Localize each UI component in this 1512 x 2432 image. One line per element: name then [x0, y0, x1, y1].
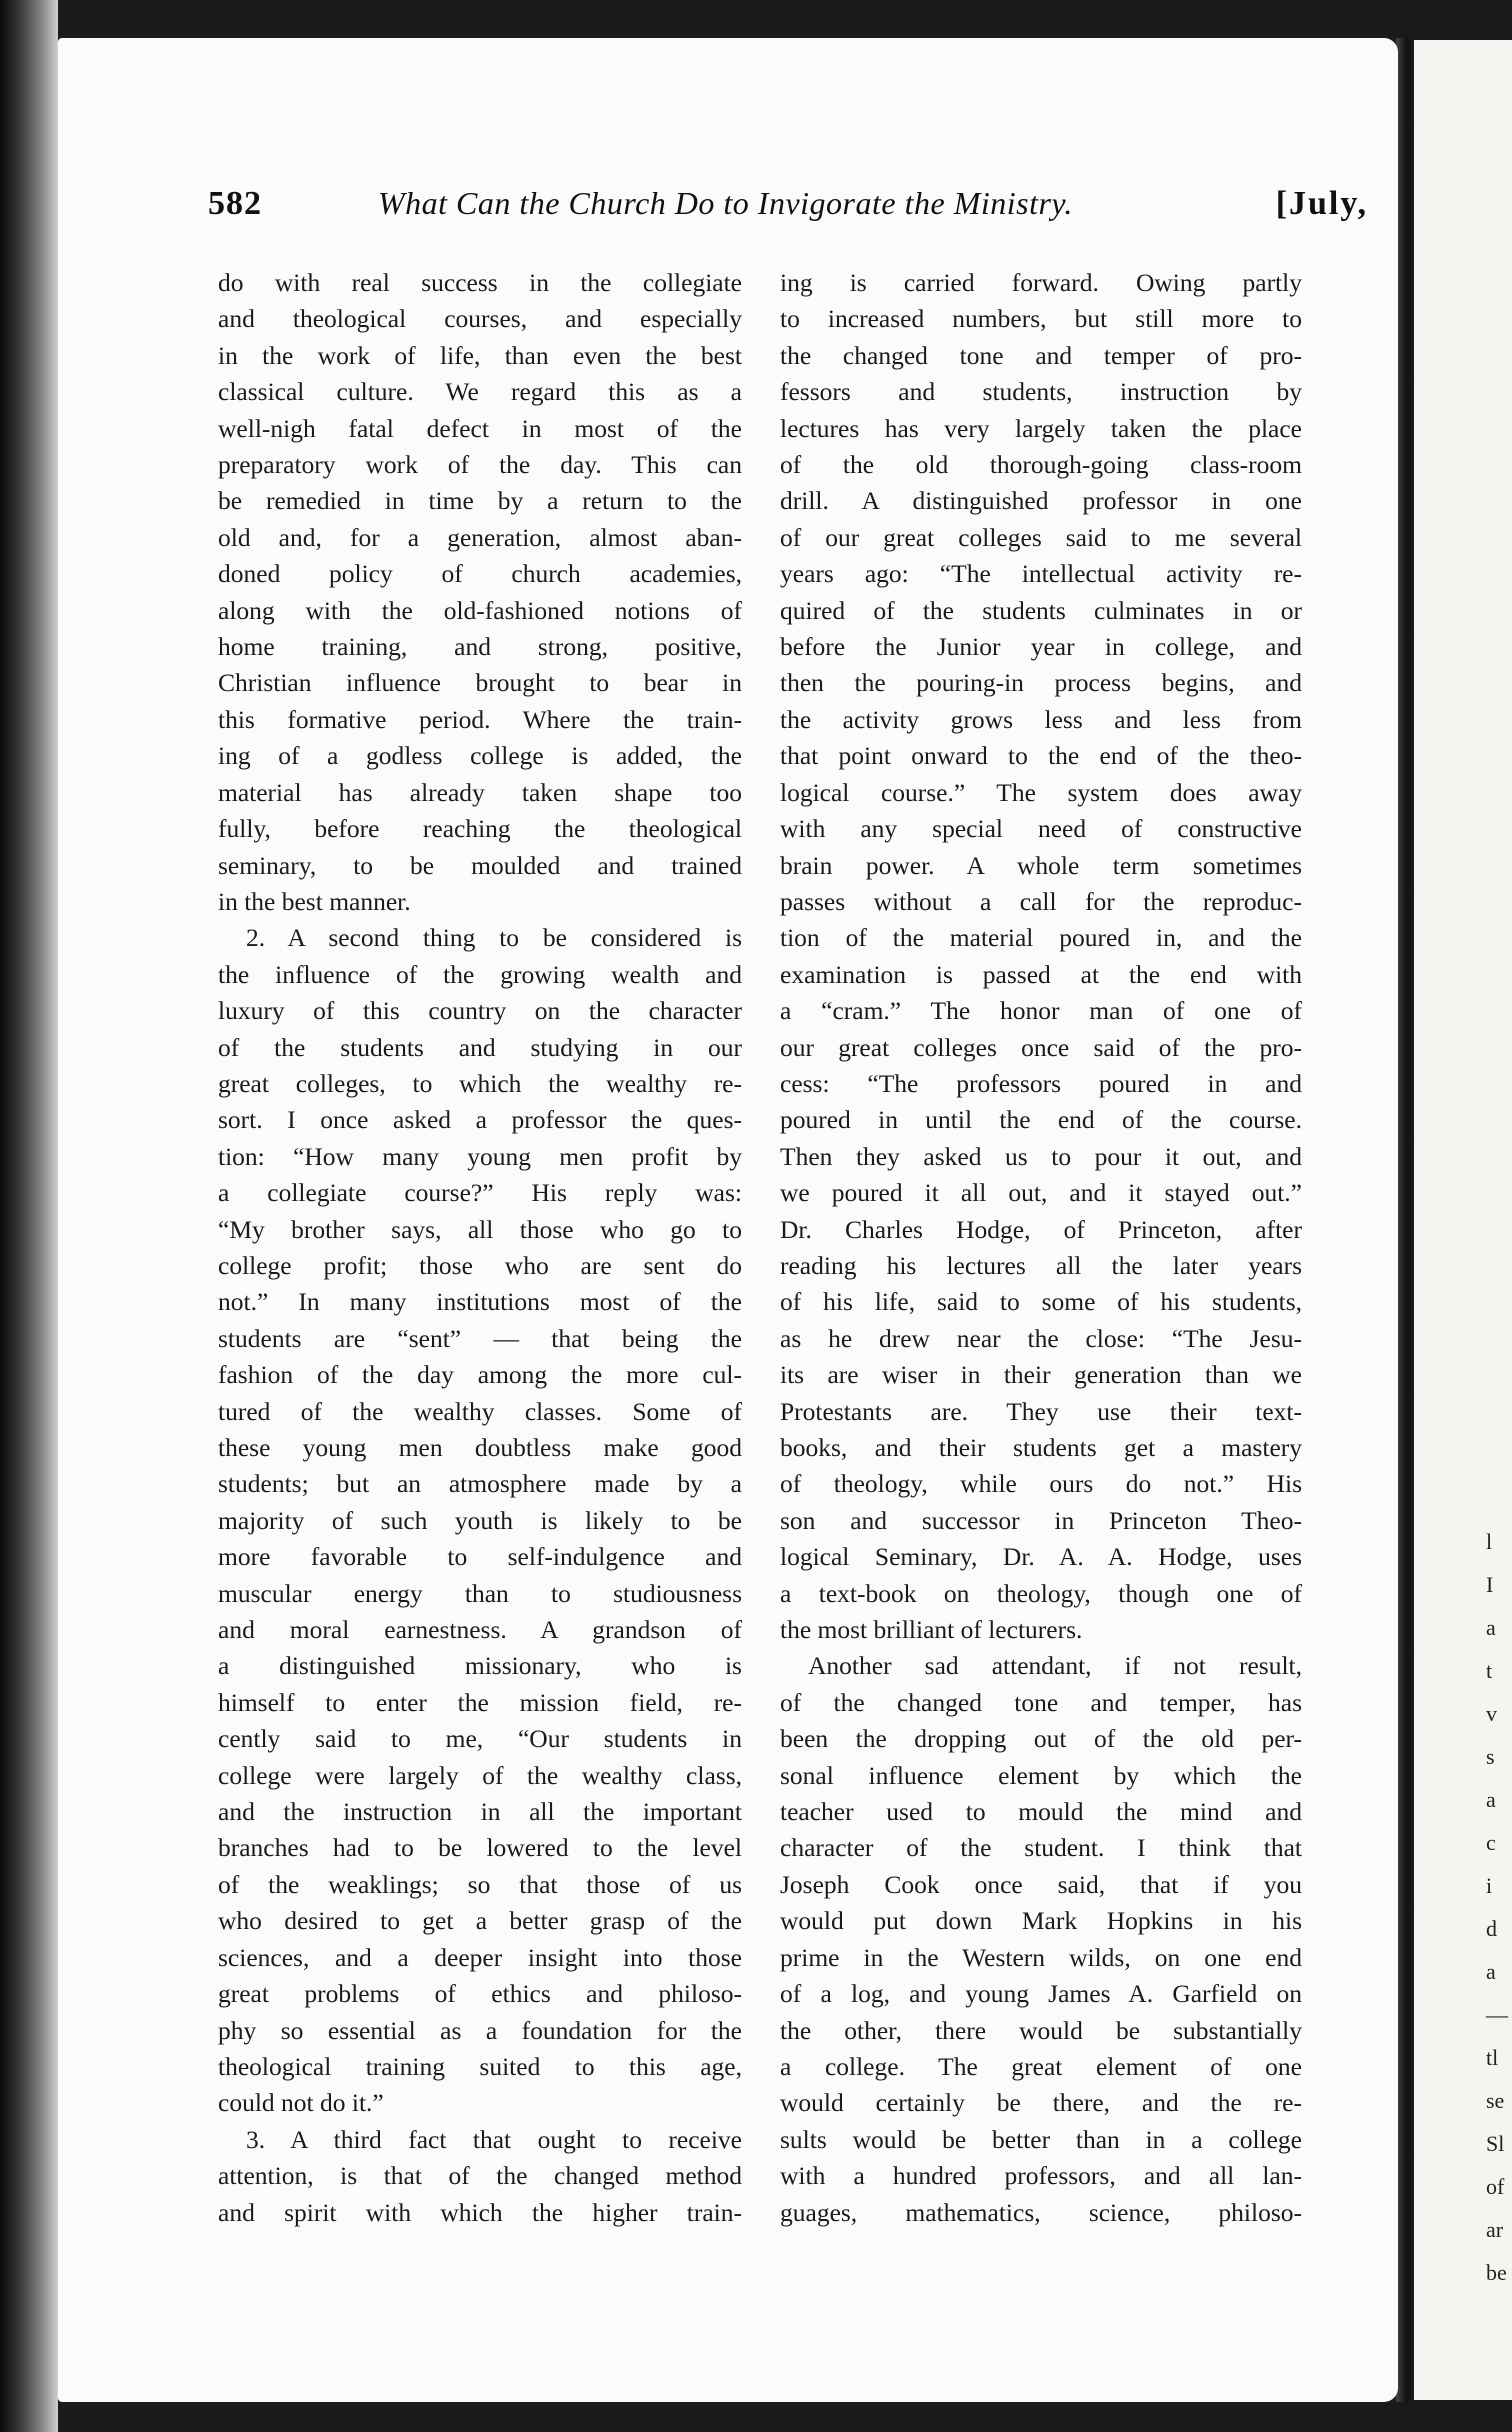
text-line: “My brother says, all those who go to — [218, 1214, 742, 1244]
text-line: sonal influence element by which the — [780, 1760, 1302, 1790]
text-line: would put down Mark Hopkins in his — [780, 1906, 1302, 1936]
text-line: before the Junior year in college, and — [780, 632, 1302, 662]
text-line: of the students and studying in our — [218, 1032, 742, 1062]
text-line: do with real success in the collegiate — [218, 268, 742, 297]
adjacent-page-fragment: t — [1486, 1658, 1493, 1683]
text-line: brain power. A whole term sometimes — [780, 850, 1302, 880]
text-line: more favorable to self-indulgence and — [218, 1542, 742, 1572]
text-line: the changed tone and temper of pro- — [780, 340, 1302, 370]
text-line: of the changed tone and temper, has — [780, 1687, 1302, 1717]
text-line: and theological courses, and especially — [218, 304, 742, 334]
text-line: this formative period. Where the train- — [218, 704, 742, 734]
text-line: quired of the students culminates in or — [780, 595, 1302, 625]
paragraph — [780, 1648, 1302, 2231]
text-line: our great colleges once said of the pro- — [780, 1032, 1302, 1062]
adjacent-page-fragment: Sl — [1486, 2131, 1505, 2156]
text-line: then the pouring-in process begins, and — [780, 668, 1302, 698]
text-line: in the best manner. — [218, 886, 411, 916]
adjacent-page-fragment: a — [1486, 1959, 1496, 1984]
text-line: of our great colleges said to me several — [780, 522, 1302, 552]
left-column — [218, 265, 742, 2231]
text-line: of his life, said to some of his students, — [780, 1287, 1302, 1317]
text-line: students; but an atmosphere made by a — [218, 1469, 742, 1499]
text-line: doned policy of church academies, — [218, 559, 742, 589]
text-line: old and, for a generation, almost aban- — [218, 522, 742, 552]
adjacent-page-fragment: — — [1486, 2002, 1508, 2027]
text-line: Christian influence brought to bear in — [218, 668, 742, 698]
text-line: with a hundred professors, and all lan- — [780, 2161, 1302, 2191]
paragraph — [780, 265, 1302, 1648]
adjacent-page-fragment: l — [1486, 1529, 1493, 1554]
text-line: himself to enter the mission field, re- — [218, 1687, 742, 1717]
adjacent-page-fragment: ar — [1486, 2217, 1504, 2242]
text-line: a text-book on theology, though one of — [780, 1578, 1302, 1608]
text-line: great colleges, to which the wealthy re- — [218, 1068, 742, 1098]
paragraph — [218, 265, 742, 920]
text-line: great problems of ethics and philoso- — [218, 1979, 742, 2009]
text-line: fessors and students, instruction by — [780, 377, 1302, 407]
text-line: with any special need of constructive — [780, 814, 1302, 844]
text-line: could not do it.” — [218, 2088, 384, 2118]
text-line: logical course.” The system does away — [780, 777, 1302, 807]
text-line: as he drew near the close: “The Jesu- — [780, 1323, 1302, 1353]
text-line: character of the student. I think that — [780, 1833, 1302, 1863]
text-line: of a log, and young James A. Garfield on — [780, 1979, 1302, 2009]
text-line: and spirit with which the higher train- — [218, 2197, 742, 2227]
running-header — [208, 185, 1368, 235]
text-line: the other, there would be substantially — [780, 2015, 1302, 2045]
adjacent-page-fragment: I — [1486, 1572, 1494, 1597]
text-line: tion of the material poured in, and the — [780, 923, 1302, 953]
text-line: we poured it all out, and it stayed out.” — [780, 1178, 1302, 1208]
text-line: logical Seminary, Dr. A. A. Hodge, uses — [780, 1542, 1302, 1572]
text-line: not.” In many institutions most of the — [218, 1287, 742, 1317]
text-line: preparatory work of the day. This can — [218, 450, 742, 480]
text-line: attention, is that of the changed method — [218, 2161, 742, 2191]
page-number: 582 — [208, 185, 262, 222]
text-line: drill. A distinguished professor in one — [780, 486, 1302, 516]
text-line: son and successor in Princeton Theo- — [780, 1505, 1302, 1535]
text-line: Joseph Cook once said, that if you — [780, 1869, 1302, 1899]
text-line: the most brilliant of lecturers. — [780, 1615, 1083, 1645]
text-line: and the instruction in all the important — [218, 1797, 742, 1827]
text-line: the influence of the growing wealth and — [218, 959, 742, 989]
text-line: phy so essential as a foundation for the — [218, 2015, 742, 2045]
text-line: these young men doubtless make good — [218, 1433, 742, 1462]
adjacent-page-fragment: s — [1486, 1744, 1495, 1769]
text-line: been the dropping out of the old per- — [780, 1724, 1302, 1754]
text-line: guages, mathematics, science, philoso- — [780, 2197, 1302, 2227]
text-line: years ago: “The intellectual activity re- — [780, 559, 1302, 589]
text-line: classical culture. We regard this as a — [218, 377, 742, 407]
text-line: be remedied in time by a return to the — [218, 486, 742, 516]
adjacent-page-fragment: a — [1486, 1615, 1496, 1640]
text-line: of theology, while ours do not.” His — [780, 1469, 1302, 1499]
text-line: examination is passed at the end with — [780, 959, 1302, 989]
text-line: home training, and strong, positive, — [218, 632, 742, 662]
text-line: college profit; those who are sent do — [218, 1250, 742, 1280]
book-binding — [0, 0, 58, 2432]
text-line: Dr. Charles Hodge, of Princeton, after — [780, 1214, 1302, 1244]
adjacent-page-fragment: v — [1486, 1701, 1497, 1726]
text-line: fashion of the day among the more cul- — [218, 1360, 742, 1390]
text-line: cess: “The professors poured in and — [780, 1068, 1302, 1098]
text-line: the activity grows less and less from — [780, 704, 1302, 734]
text-line: along with the old-fashioned notions of — [218, 595, 742, 625]
text-line: cently said to me, “Our students in — [218, 1724, 742, 1754]
text-line: of the old thorough-going class-room — [780, 450, 1302, 480]
text-line: of the weaklings; so that those of us — [218, 1869, 742, 1899]
adjacent-page-fragment: be — [1486, 2260, 1507, 2285]
text-line: material has already taken shape too — [218, 777, 742, 807]
text-line: a collegiate course?” His reply was: — [218, 1178, 742, 1208]
text-line: would certainly be there, and the re- — [780, 2088, 1302, 2118]
text-line: college were largely of the wealthy class, — [218, 1760, 742, 1790]
text-line: to increased numbers, but still more to — [780, 304, 1302, 334]
running-month: [July, — [1275, 185, 1368, 222]
adjacent-page-fragment: a — [1486, 1787, 1496, 1812]
text-line: seminary, to be moulded and trained — [218, 850, 742, 880]
text-line: sults would be better than in a college — [780, 2124, 1302, 2154]
text-line: 2. A second thing to be considered is — [246, 923, 742, 953]
text-line: Then they asked us to pour it out, and — [780, 1141, 1302, 1171]
running-title: What Can the Church Do to Invigorate the Ministry. — [378, 185, 1073, 221]
text-line: lectures has very largely taken the place — [780, 413, 1302, 443]
adjacent-page-fragment: se — [1486, 2088, 1505, 2113]
text-line: tured of the wealthy classes. Some of — [218, 1396, 742, 1426]
adjacent-page-fragment: d — [1486, 1916, 1497, 1941]
text-line: muscular energy than to studiousness — [218, 1578, 742, 1608]
text-line: sort. I once asked a professor the ques- — [218, 1105, 742, 1135]
text-line: who desired to get a better grasp of the — [218, 1906, 742, 1936]
text-line: a college. The great element of one — [780, 2051, 1302, 2081]
text-line: its are wiser in their generation than we — [780, 1360, 1302, 1390]
text-line: poured in until the end of the course. — [780, 1105, 1302, 1135]
adjacent-page-fragment: tl — [1486, 2045, 1499, 2070]
text-line: students are “sent” — that being the — [218, 1323, 742, 1353]
text-line: books, and their students get a mastery — [780, 1433, 1302, 1462]
text-line: sciences, and a deeper insight into those — [218, 1942, 742, 1972]
text-line: teacher used to mould the mind and — [780, 1797, 1302, 1827]
text-line: majority of such youth is likely to be — [218, 1505, 742, 1535]
paragraph — [218, 920, 742, 2121]
text-line: Another sad attendant, if not result, — [808, 1651, 1302, 1681]
text-line: fully, before reaching the theological — [218, 814, 742, 844]
adjacent-page-text — [1486, 1520, 1512, 2294]
right-column — [780, 265, 1302, 2231]
adjacent-page-fragment: i — [1486, 1873, 1493, 1898]
text-line: passes without a call for the reproduc- — [780, 886, 1302, 916]
page-gutter — [1396, 38, 1414, 2402]
text-line: theological training suited to this age, — [218, 2051, 742, 2081]
text-line: that point onward to the end of the theo- — [780, 741, 1302, 771]
text-line: prime in the Western wilds, on one end — [780, 1942, 1302, 1972]
text-line: branches had to be lowered to the level — [218, 1833, 742, 1863]
adjacent-page-fragment: of — [1486, 2174, 1505, 2199]
text-line: luxury of this country on the character — [218, 996, 742, 1026]
text-line: reading his lectures all the later years — [780, 1250, 1302, 1280]
text-line: tion: “How many young men profit by — [218, 1141, 742, 1171]
adjacent-page-fragment: c — [1486, 1830, 1496, 1855]
text-line: ing of a godless college is added, the — [218, 741, 742, 771]
paragraph — [218, 2122, 742, 2231]
text-line: 3. A third fact that ought to receive — [246, 2124, 742, 2154]
text-line: a “cram.” The honor man of one of — [780, 996, 1302, 1026]
text-line: in the work of life, than even the best — [218, 340, 742, 370]
text-line: well-nigh fatal defect in most of the — [218, 413, 742, 443]
text-line: Protestants are. They use their text- — [780, 1396, 1302, 1426]
text-line: ing is carried forward. Owing partly — [780, 268, 1302, 297]
text-line: a distinguished missionary, who is — [218, 1651, 742, 1681]
text-line: and moral earnestness. A grandson of — [218, 1615, 742, 1645]
